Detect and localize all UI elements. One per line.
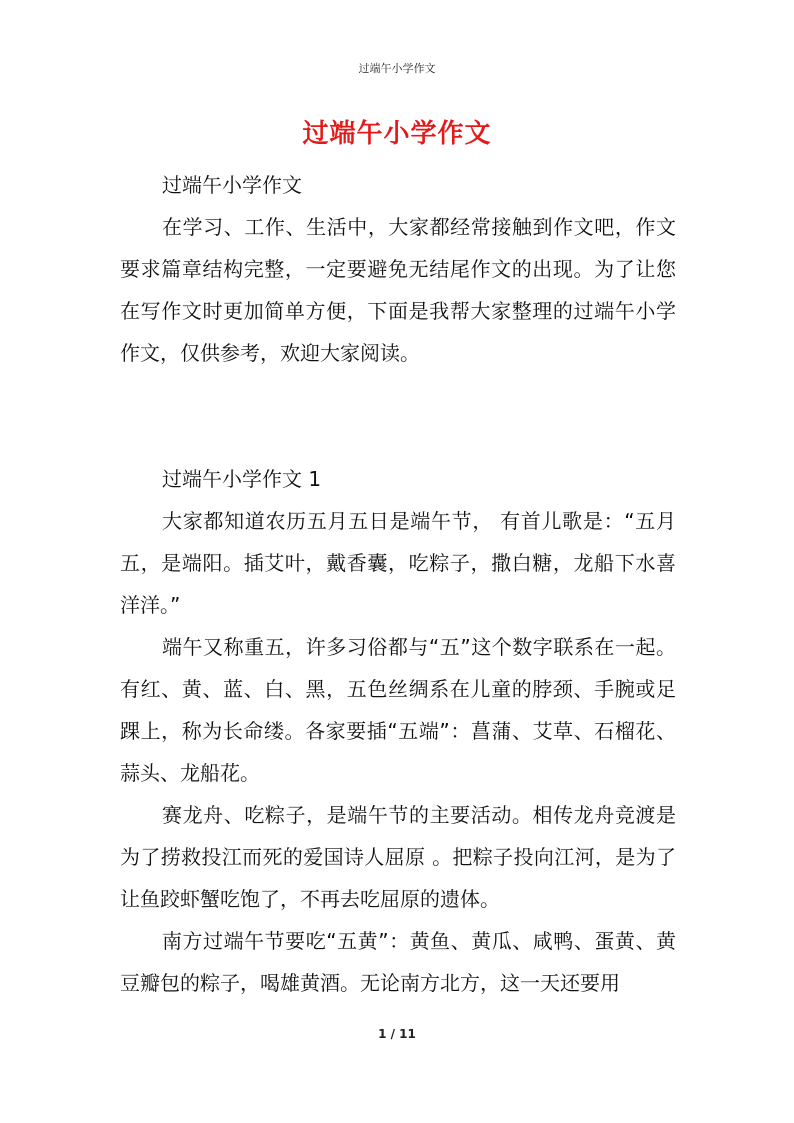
document-title: 过端午小学作文 <box>302 119 492 149</box>
essay-1-paragraph-3: 赛龙舟、吃粽子，是端午节的主要活动。相传龙舟竞渡是为了捞救投江而死的爱国诗人屈原 。把粽子投向江河，是为了让鱼跤虾蟹吃饱了，不再去吃屈原的遗体。 <box>120 803 676 911</box>
essay-1-paragraph-1: 大家都知道农历五月五日是端午节， 有首儿歌是：“五月五，是端阳。插艾叶，戴香囊，吃粽子，撒白糖，龙船下水喜洋洋。” <box>120 509 676 617</box>
section-gap <box>120 374 676 458</box>
intro-paragraph: 在学习、工作、生活中，大家都经常接触到作文吧，作文要求篇章结构完整，一定要避免无结尾作文的出现。为了让您在写作文时更加简单方便，下面是我帮大家整理的过端午小学作文，仅供参考，欢迎大家阅读。 <box>120 215 676 365</box>
essay-1-paragraph-4: 南方过端午节要吃“五黄”：黄鱼、黄瓜、咸鸭、蛋黄、黄豆瓣包的粽子，喝雄黄酒。无论南方北方，这一天还要用 <box>120 929 676 995</box>
page-header: 过端午小学作文 <box>358 62 436 75</box>
essay-1-paragraph-2: 端午又称重五，许多习俗都与“五”这个数字联系在一起。有红、黄、蓝、白、黑，五色丝绸系在儿童的脖颈、手腕或足踝上，称为长命缕。各家要插“五端”：菖蒲、艾草、石榴花、蒜头、龙船花。 <box>120 635 676 785</box>
page-number: 1 / 11 <box>378 1027 416 1041</box>
intro-heading: 过端午小学作文 <box>162 173 302 197</box>
essay-1-heading: 过端午小学作文 1 <box>162 467 322 491</box>
document-body <box>120 164 676 1004</box>
